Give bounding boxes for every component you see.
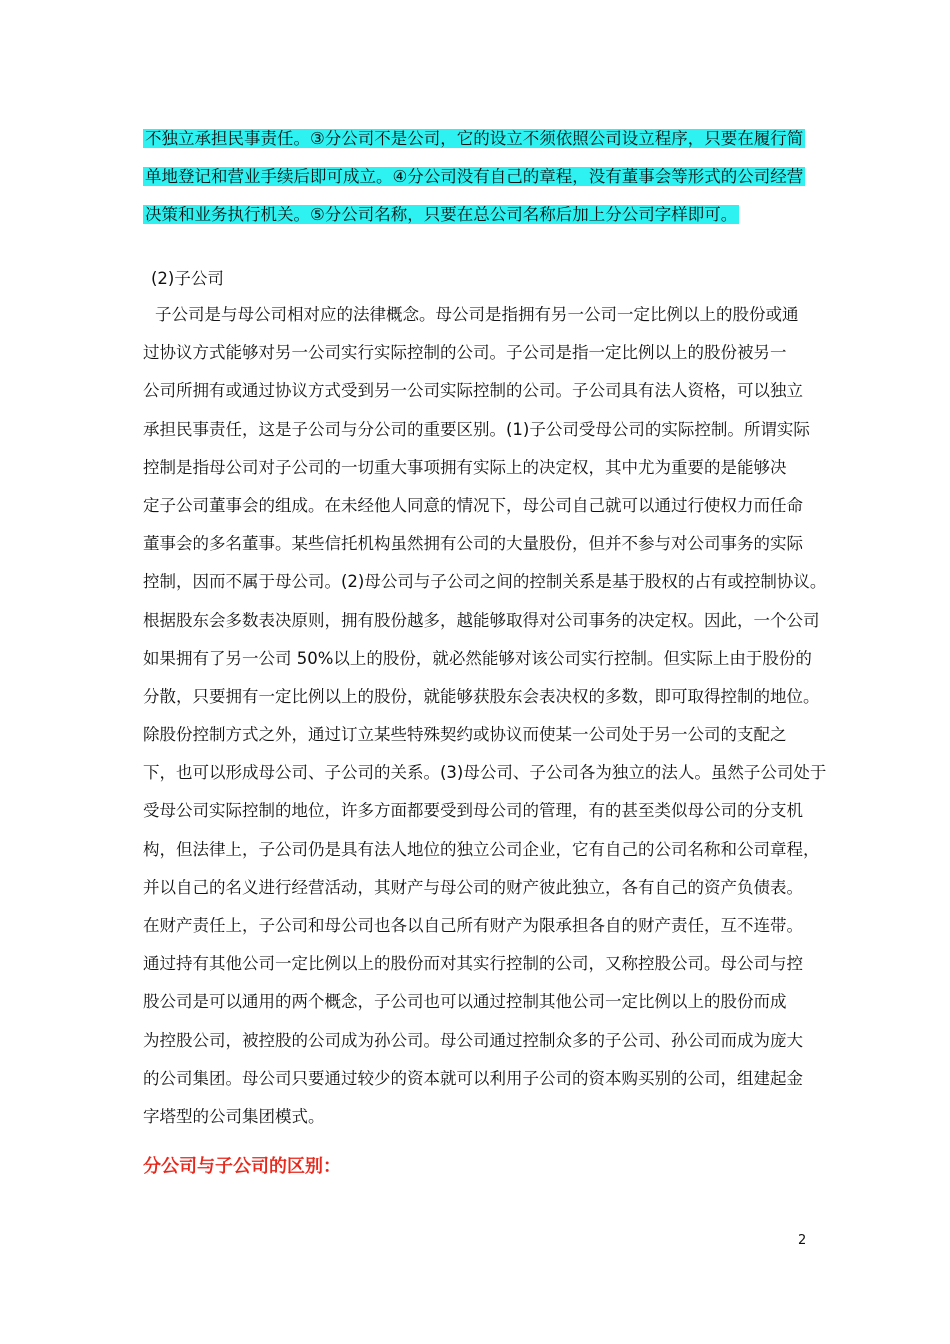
paragraph-line: 承担民事责任，这是子公司与分公司的重要区别。(1)子公司受母公司的实际控制。所谓实际 [143, 419, 810, 439]
paragraph-line: 下，也可以形成母公司、子公司的关系。(3)母公司、子公司各为独立的法人。虽然子公司处于 [143, 763, 827, 783]
body-paragraph [143, 296, 843, 1136]
paragraph-line: 的公司集团。母公司只要通过较少的资本就可以利用子公司的资本购买别的公司，组建起金 [143, 1068, 803, 1088]
paragraph-line: 通过持有其他公司一定比例以上的股份而对其实行控制的公司，又称控股公司。母公司与控 [143, 954, 803, 974]
highlighted-line: 单地登记和营业手续后即可成立。④分公司没有自己的章程，没有董事会等形式的公司经营 [145, 167, 804, 186]
subsidiary-subheading: (2)子公司 [151, 269, 224, 288]
paragraph-line: 分散，只要拥有一定比例以上的股份，就能够获股东会表决权的多数，即可取得控制的地位。 [143, 686, 820, 706]
paragraph-line: 如果拥有了另一公司 50%以上的股份，就必然能够对该公司实行控制。但实际上由于股份的 [143, 648, 812, 668]
paragraph-line: 字塔型的公司集团模式。 [143, 1106, 325, 1126]
paragraph-line: 并以自己的名义进行经营活动，其财产与母公司的财产彼此独立，各有自己的资产负债表。 [143, 877, 803, 897]
paragraph-line: 在财产责任上，子公司和母公司也各以自己所有财产为限承担各自的财产责任，互不连带。 [143, 916, 803, 935]
paragraph-line: 根据股东会多数表决原则，拥有股份越多，越能够取得对公司事务的决定权。因此，一个公司 [143, 610, 820, 630]
highlighted-line: 决策和业务执行机关。⑤分公司名称，只要在总公司名称后加上分公司字样即可。 [145, 205, 738, 224]
paragraph-line: 子公司是与母公司相对应的法律概念。母公司是指拥有另一公司一定比例以上的股份或通 [155, 305, 799, 324]
paragraph-line: 董事会的多名董事。某些信托机构虽然拥有公司的大量股份，但并不参与对公司事务的实际 [143, 534, 803, 554]
paragraph-line: 构，但法律上，子公司仍是具有法人地位的独立公司企业，它有自己的公司名称和公司章程， [143, 839, 820, 859]
paragraph-line: 控制是指母公司对子公司的一切重大事项拥有实际上的决定权，其中尤为重要的是能够决 [143, 457, 787, 477]
paragraph-line: 公司所拥有或通过协议方式受到另一公司实际控制的公司。子公司具有法人资格，可以独立 [143, 381, 803, 401]
page-number: 2 [798, 1233, 807, 1248]
highlighted-paragraph [143, 128, 823, 242]
paragraph-line: 定子公司董事会的组成。在未经他人同意的情况下，母公司自己就可以通过行使权力而任命 [143, 495, 803, 515]
paragraph-line: 控制，因而不属于母公司。(2)母公司与子公司之间的控制关系是基于股权的占有或控制协议。 [143, 572, 827, 592]
paragraph-line: 除股份控制方式之外，通过订立某些特殊契约或协议而使某一公司处于另一公司的支配之 [143, 725, 787, 745]
paragraph-line: 受母公司实际控制的地位，许多方面都要受到母公司的管理，有的甚至类似母公司的分支机 [143, 801, 803, 821]
highlighted-line: 不独立承担民事责任。③分公司不是公司，它的设立不须依照公司设立程序，只要在履行简 [145, 129, 804, 148]
paragraph-line: 为控股公司，被控股的公司成为孙公司。母公司通过控制众多的子公司、孙公司而成为庞大 [143, 1030, 803, 1050]
paragraph-line: 股公司是可以通用的两个概念，子公司也可以通过控制其他公司一定比例以上的股份而成 [143, 992, 787, 1012]
paragraph-line: 过协议方式能够对另一公司实行实际控制的公司。子公司是指一定比例以上的股份被另一 [143, 343, 787, 363]
section-title: 分公司与子公司的区别： [143, 1156, 341, 1177]
